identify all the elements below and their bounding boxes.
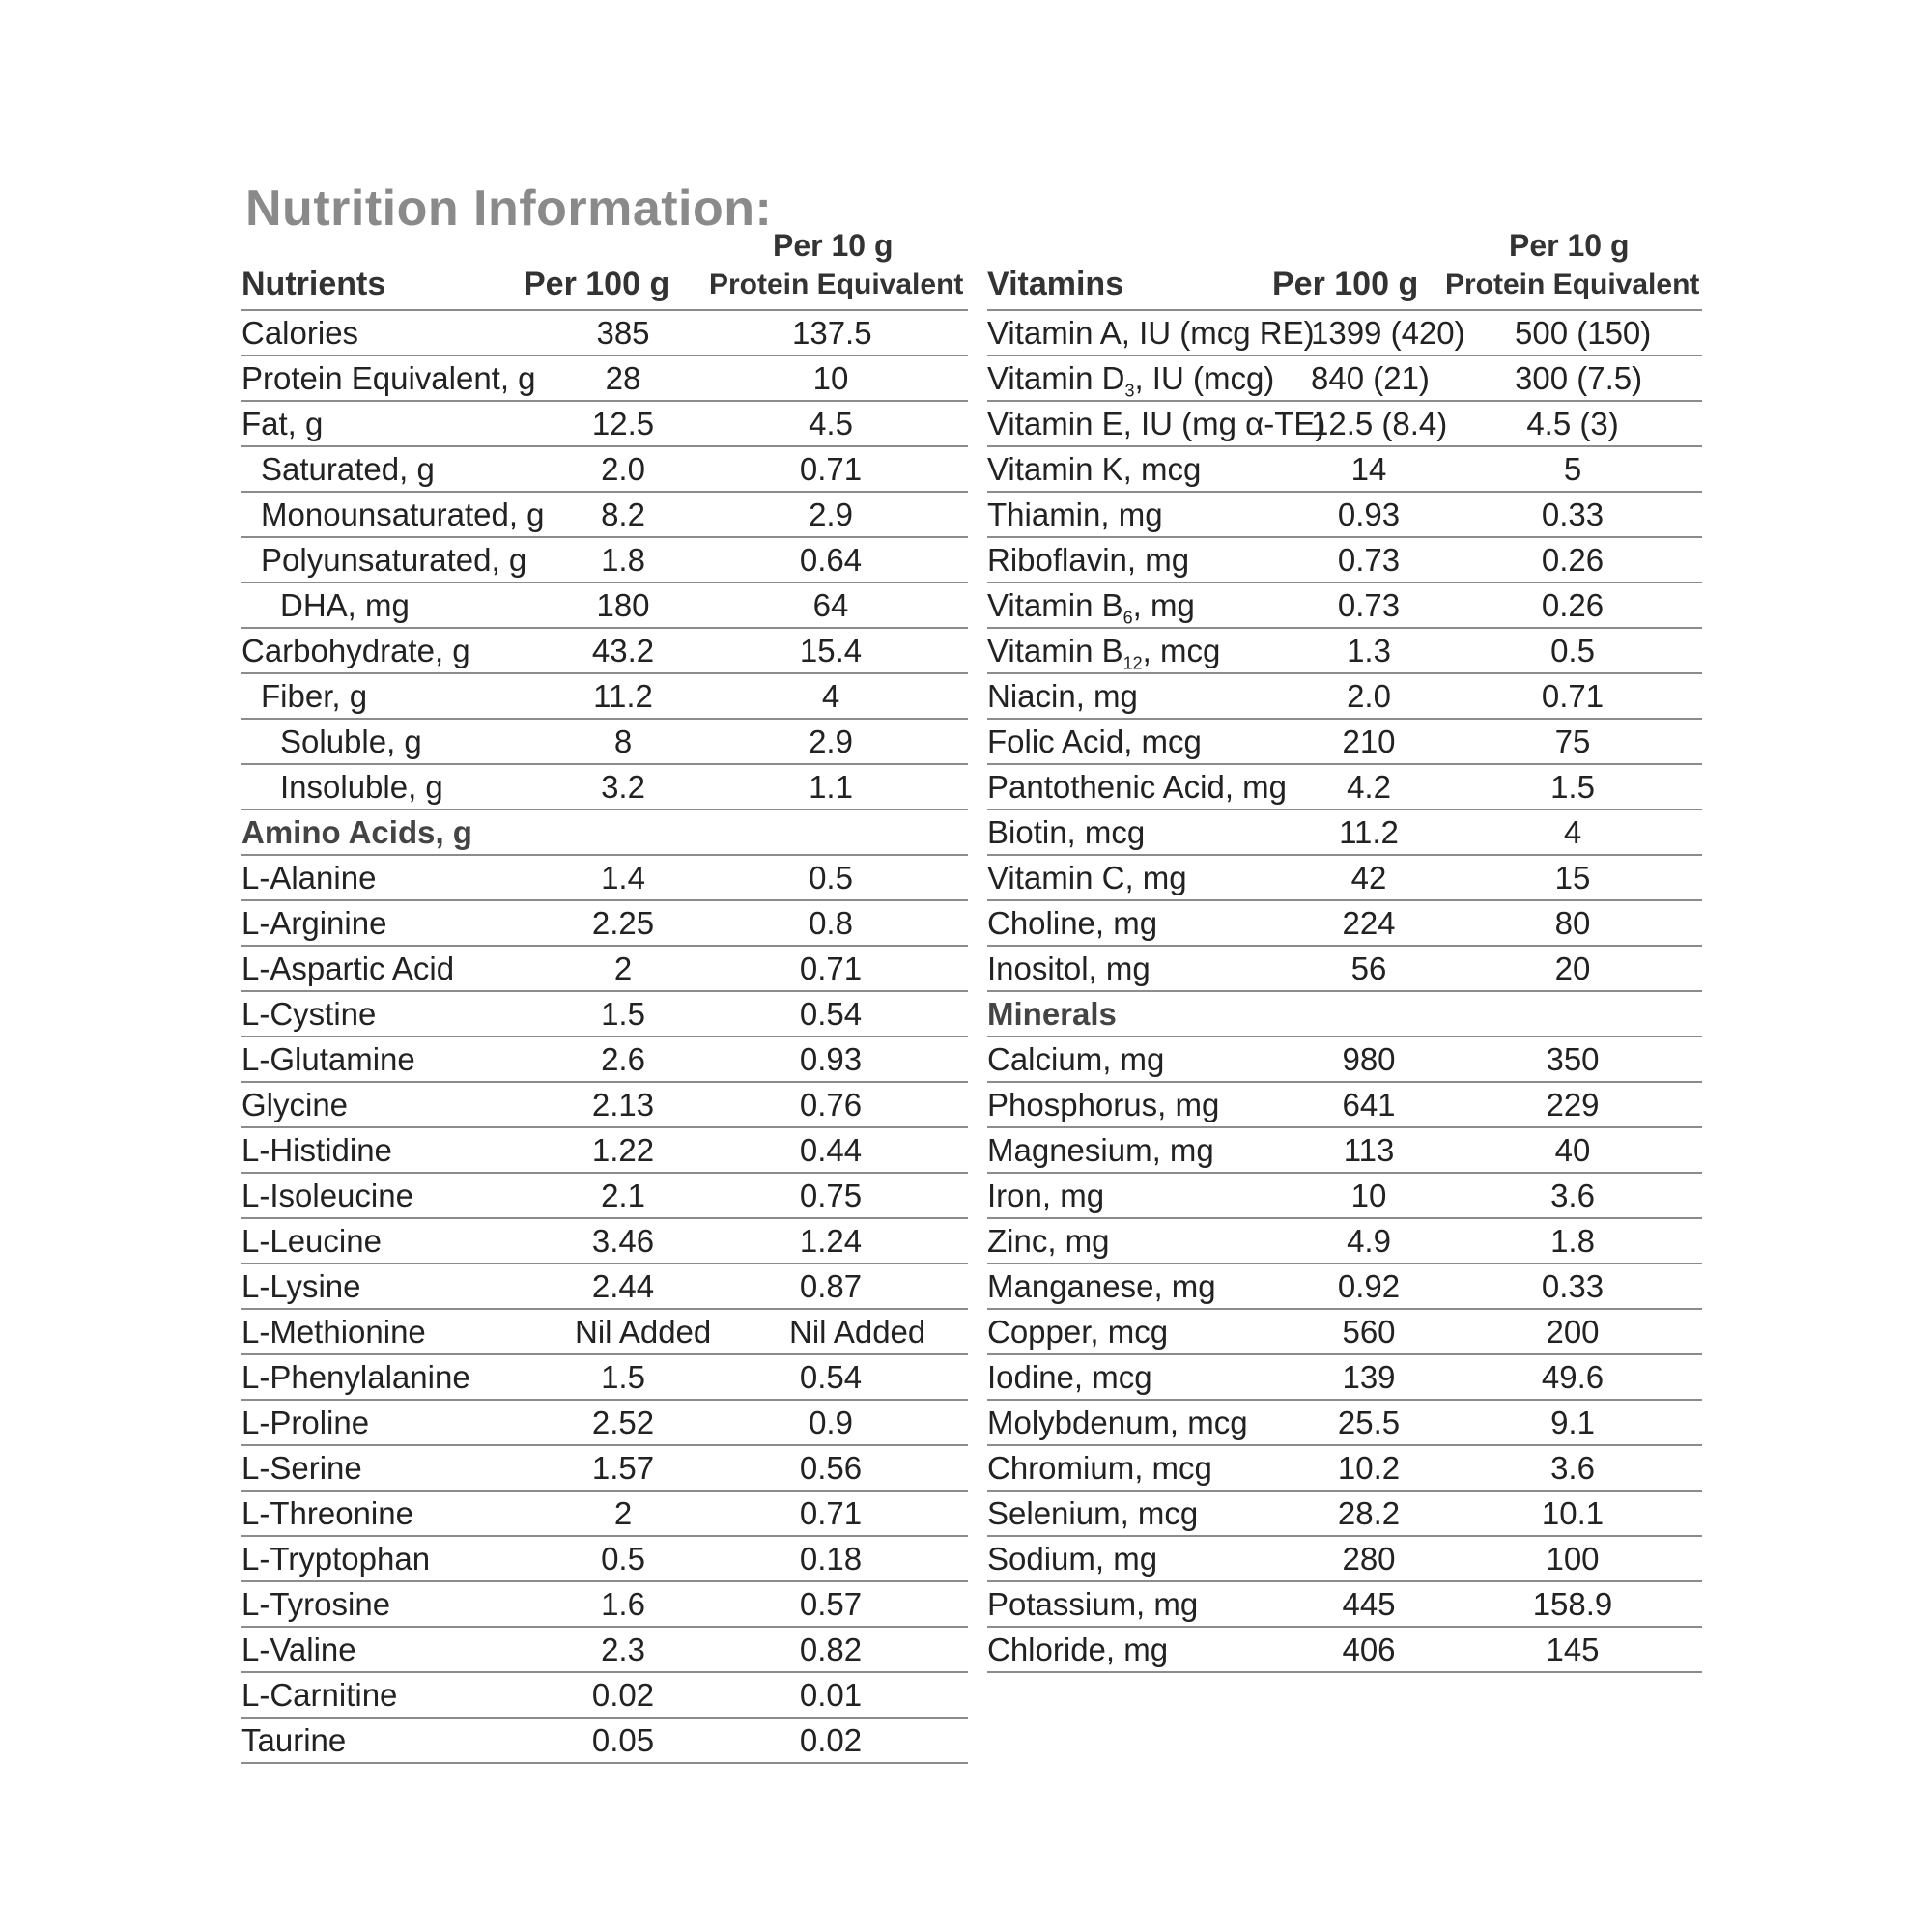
value-per-10g-protein-equivalent: 229 [1546, 1087, 1600, 1122]
value-per-100g: 1.4 [601, 860, 645, 895]
nutrient-name: Soluble, g [280, 724, 422, 759]
value-per-100g: 14 [1350, 451, 1387, 487]
nutrient-name: L-Leucine [242, 1223, 382, 1259]
value-per-10g-protein-equivalent: 145 [1546, 1632, 1600, 1667]
nutrient-name: L-Carnitine [242, 1677, 398, 1713]
value-per-100g: 2.3 [601, 1632, 645, 1667]
value-per-10g-protein-equivalent: 49.6 [1541, 1359, 1605, 1395]
nutrient-name: Chromium, mcg [987, 1450, 1212, 1486]
nutrient-name: Iron, mg [987, 1178, 1105, 1213]
nutrient-name: Fiber, g [261, 678, 368, 714]
table-row [987, 402, 1702, 447]
section-label: Amino Acids, g [242, 814, 472, 850]
table-row [987, 720, 1702, 765]
nutrient-name: Inositol, mg [987, 951, 1151, 986]
nutrients-rows [242, 311, 968, 1764]
value-per-10g-protein-equivalent: 137.5 [792, 315, 872, 351]
value-per-10g-protein-equivalent: 80 [1554, 905, 1591, 941]
value-per-10g-protein-equivalent: 4.5 (3) [1526, 406, 1619, 441]
table-row [242, 1083, 968, 1128]
table-row [987, 674, 1702, 720]
value-per-10g-protein-equivalent: 0.8 [809, 905, 853, 941]
table-row [987, 1037, 1702, 1083]
value-per-10g-protein-equivalent: 20 [1554, 951, 1591, 986]
value-per-100g: 43.2 [591, 633, 655, 668]
nutrient-name: Calories [242, 315, 359, 351]
table-row [242, 856, 968, 901]
vitamins-header-label: Vitamins [987, 266, 1124, 302]
nutrient-name: Protein Equivalent, g [242, 360, 536, 396]
nutrient-name: L-Isoleucine [242, 1178, 413, 1213]
nutrients-per-100g-header: Per 100 g [524, 266, 670, 302]
value-per-10g-protein-equivalent: 0.26 [1541, 542, 1605, 578]
value-per-10g-protein-equivalent: 4 [821, 678, 840, 714]
value-per-100g: 224 [1342, 905, 1396, 941]
table-row [987, 1355, 1702, 1401]
vitamins-protein-equivalent-header: Protein Equivalent [1445, 269, 1700, 300]
nutrient-name: L-Glutamine [242, 1041, 415, 1077]
value-per-10g-protein-equivalent: 4.5 [809, 406, 853, 441]
nutrient-name: L-Histidine [242, 1132, 392, 1168]
value-per-100g: 0.93 [1337, 497, 1401, 532]
value-per-100g: 4.9 [1347, 1223, 1391, 1259]
table-row [242, 1628, 968, 1673]
nutrient-name: L-Cystine [242, 996, 377, 1032]
value-per-10g-protein-equivalent: 1.1 [809, 769, 853, 805]
table-row [987, 1446, 1702, 1492]
table-row [987, 311, 1702, 356]
table-row [987, 1537, 1702, 1582]
nutrient-name: Manganese, mg [987, 1268, 1216, 1304]
value-per-100g: 0.73 [1337, 587, 1401, 623]
value-per-100g: 3.2 [601, 769, 645, 805]
nutrients-table-header [242, 228, 968, 311]
value-per-10g-protein-equivalent: 64 [812, 587, 849, 623]
value-per-100g: 25.5 [1337, 1405, 1401, 1440]
value-per-10g-protein-equivalent: 0.54 [799, 996, 863, 1032]
nutrient-name: Iodine, mcg [987, 1359, 1152, 1395]
value-per-100g: 280 [1342, 1541, 1396, 1577]
nutrient-name: L-Alanine [242, 860, 377, 895]
table-row [242, 765, 968, 810]
vitamins-table-header [987, 228, 1702, 311]
value-per-10g-protein-equivalent: 75 [1554, 724, 1591, 759]
value-per-10g-protein-equivalent: 500 (150) [1515, 315, 1652, 351]
value-per-10g-protein-equivalent: 0.18 [799, 1541, 863, 1577]
vitamins-table [987, 228, 1702, 1673]
value-per-100g: 840 (21) [1311, 360, 1430, 396]
value-per-100g: 12.5 (8.4) [1311, 406, 1448, 441]
table-row [987, 947, 1702, 992]
value-per-100g: 10 [1350, 1178, 1387, 1213]
table-row [242, 447, 968, 493]
value-per-100g: 10.2 [1337, 1450, 1401, 1486]
vitamins-per-100g-header: Per 100 g [1272, 266, 1419, 302]
nutrient-name: Molybdenum, mcg [987, 1405, 1248, 1440]
value-per-100g: 113 [1343, 1132, 1395, 1168]
value-per-100g: 385 [596, 315, 650, 351]
value-per-100g: 2 [613, 1495, 633, 1531]
table-row [242, 356, 968, 402]
value-per-10g-protein-equivalent: 0.02 [799, 1722, 863, 1758]
nutrient-name: L-Arginine [242, 905, 387, 941]
nutrient-name: L-Proline [242, 1405, 370, 1440]
value-per-10g-protein-equivalent: 0.71 [799, 951, 863, 986]
nutrient-name: DHA, mg [280, 587, 410, 623]
value-per-10g-protein-equivalent: 10.1 [1541, 1495, 1605, 1531]
nutrient-name: Folic Acid, mcg [987, 724, 1202, 759]
table-row [987, 1219, 1702, 1264]
value-per-10g-protein-equivalent: 0.44 [799, 1132, 863, 1168]
table-row [987, 1582, 1702, 1628]
value-per-10g-protein-equivalent: 1.8 [1550, 1223, 1595, 1259]
table-row [987, 810, 1702, 856]
section-header-row [242, 810, 968, 856]
value-per-100g: 1.3 [1347, 633, 1391, 668]
value-per-10g-protein-equivalent: 0.56 [799, 1450, 863, 1486]
value-per-100g: 8 [613, 724, 633, 759]
table-row [242, 1264, 968, 1310]
value-per-100g: 12.5 [591, 406, 655, 441]
nutrient-name: L-Tryptophan [242, 1541, 431, 1577]
value-per-10g-protein-equivalent: 0.5 [809, 860, 853, 895]
table-row [242, 1673, 968, 1719]
table-row [987, 447, 1702, 493]
table-row [242, 311, 968, 356]
nutrient-name: Vitamin E, IU (mg α-TE) [987, 406, 1326, 441]
nutrient-name: Polyunsaturated, g [261, 542, 527, 578]
nutrient-name: L-Serine [242, 1450, 362, 1486]
table-row [242, 1219, 968, 1264]
nutrients-header-label: Nutrients [242, 266, 386, 302]
value-per-10g-protein-equivalent: 300 (7.5) [1515, 360, 1643, 396]
table-row [987, 1492, 1702, 1537]
nutrient-name: Phosphorus, mg [987, 1087, 1220, 1122]
vitamins-per-10g-header: Per 10 g [1509, 228, 1630, 263]
value-per-100g: 641 [1342, 1087, 1396, 1122]
table-row [987, 538, 1702, 583]
nutrient-name: Copper, mcg [987, 1314, 1169, 1350]
nutrient-name: Chloride, mg [987, 1632, 1169, 1667]
value-per-100g: 4.2 [1347, 769, 1391, 805]
table-row [242, 1446, 968, 1492]
value-per-10g-protein-equivalent: 0.57 [799, 1586, 863, 1622]
value-per-100g: 11.2 [1339, 814, 1399, 850]
value-per-100g: 2.1 [601, 1178, 645, 1213]
nutrient-name: L-Aspartic Acid [242, 951, 455, 986]
table-row [987, 1264, 1702, 1310]
value-per-10g-protein-equivalent: 10 [812, 360, 849, 396]
value-per-10g-protein-equivalent: 15.4 [799, 633, 863, 668]
value-per-100g: 139 [1342, 1359, 1396, 1395]
table-row [242, 1174, 968, 1219]
value-per-10g-protein-equivalent: 350 [1546, 1041, 1600, 1077]
table-row [987, 583, 1702, 629]
value-per-100g: 56 [1350, 951, 1387, 986]
nutrient-name: Biotin, mcg [987, 814, 1146, 850]
value-per-10g-protein-equivalent: 0.76 [799, 1087, 863, 1122]
value-per-10g-protein-equivalent: 158.9 [1532, 1586, 1613, 1622]
table-row [987, 1310, 1702, 1355]
value-per-100g: 1.8 [601, 542, 645, 578]
value-per-100g: 560 [1342, 1314, 1396, 1350]
value-per-100g: 2.25 [591, 905, 655, 941]
table-row [242, 1037, 968, 1083]
value-per-100g: 1.6 [601, 1586, 645, 1622]
value-per-100g: 0.02 [591, 1677, 655, 1713]
value-per-10g-protein-equivalent: 0.01 [799, 1677, 863, 1713]
value-per-10g-protein-equivalent: 0.54 [799, 1359, 863, 1395]
section-header-row [987, 992, 1702, 1037]
value-per-100g: 0.92 [1337, 1268, 1401, 1304]
table-row [242, 1401, 968, 1446]
value-per-10g-protein-equivalent: 0.5 [1550, 633, 1595, 668]
value-per-10g-protein-equivalent: 3.6 [1550, 1450, 1595, 1486]
value-per-10g-protein-equivalent: 1.5 [1550, 769, 1595, 805]
value-per-100g: 11.2 [593, 678, 653, 714]
value-per-100g: 28.2 [1337, 1495, 1401, 1531]
value-per-100g: 2.44 [591, 1268, 655, 1304]
value-per-100g: 2.0 [1347, 678, 1391, 714]
value-per-10g-protein-equivalent: 0.71 [799, 1495, 863, 1531]
nutrient-name: Niacin, mg [987, 678, 1138, 714]
nutrient-name: Vitamin K, mcg [987, 451, 1202, 487]
value-per-100g: 210 [1342, 724, 1396, 759]
table-row [242, 1537, 968, 1582]
table-row [987, 1128, 1702, 1174]
table-row [987, 765, 1702, 810]
value-per-100g: 2.52 [591, 1405, 655, 1440]
nutrient-name: Pantothenic Acid, mg [987, 769, 1288, 805]
value-per-10g-protein-equivalent: 0.33 [1541, 497, 1605, 532]
nutrient-name: Carbohydrate, g [242, 633, 470, 668]
nutrients-table [242, 228, 968, 1764]
value-per-10g-protein-equivalent: 0.64 [799, 542, 863, 578]
nutrient-name: Saturated, g [261, 451, 435, 487]
value-per-10g-protein-equivalent: 0.71 [799, 451, 863, 487]
value-per-10g-protein-equivalent: 100 [1546, 1541, 1600, 1577]
value-per-100g: 2.0 [601, 451, 645, 487]
table-row [987, 629, 1702, 674]
nutrient-name: Vitamin $B_6$, mg [987, 587, 1195, 628]
value-per-100g: 0.05 [591, 1722, 655, 1758]
table-row [242, 720, 968, 765]
value-per-10g-protein-equivalent: 3.6 [1550, 1178, 1595, 1213]
value-per-10g-protein-equivalent: 0.75 [799, 1178, 863, 1213]
value-per-100g: 2.13 [591, 1087, 655, 1122]
table-row [242, 402, 968, 447]
nutrient-name: Calcium, mg [987, 1041, 1165, 1077]
value-per-10g-protein-equivalent: 200 [1546, 1314, 1600, 1350]
nutrient-name: Vitamin C, mg [987, 860, 1187, 895]
value-per-100g: 1.5 [601, 996, 645, 1032]
nutrient-name: Vitamin A, IU (mcg RE) [987, 315, 1315, 351]
vitamins-rows [987, 311, 1702, 1673]
nutrient-name: Fat, g [242, 406, 324, 441]
table-row [242, 674, 968, 720]
table-row [987, 856, 1702, 901]
value-per-10g-protein-equivalent: 2.9 [809, 497, 853, 532]
nutrient-name: L-Threonine [242, 1495, 413, 1531]
table-row [242, 538, 968, 583]
nutrients-protein-equivalent-header: Protein Equivalent [709, 269, 964, 300]
nutrient-name: L-Methionine [242, 1314, 426, 1350]
value-per-10g-protein-equivalent: 1.24 [799, 1223, 863, 1259]
value-per-100g: 406 [1342, 1632, 1396, 1667]
value-per-10g-protein-equivalent: 0.87 [799, 1268, 863, 1304]
table-row [242, 1128, 968, 1174]
value-per-100g: 0.5 [601, 1541, 645, 1577]
value-per-10g-protein-equivalent: 0.82 [799, 1632, 863, 1667]
page-title: Nutrition Information: [245, 181, 773, 237]
table-row [987, 1628, 1702, 1673]
value-per-100g: 42 [1350, 860, 1387, 895]
value-per-10g-protein-equivalent: 15 [1554, 860, 1591, 895]
value-per-100g: 1.5 [601, 1359, 645, 1395]
table-row [987, 901, 1702, 947]
nutrient-name: Selenium, mcg [987, 1495, 1199, 1531]
table-row [242, 901, 968, 947]
nutrient-name: Insoluble, g [280, 769, 443, 805]
table-row [242, 947, 968, 992]
nutrients-per-10g-header: Per 10 g [773, 228, 894, 263]
value-per-100g: 445 [1342, 1586, 1396, 1622]
value-per-10g-protein-equivalent: 40 [1554, 1132, 1591, 1168]
value-per-100g: 3.46 [591, 1223, 655, 1259]
nutrient-name: Vitamin $D_3$, IU (mcg) [987, 360, 1275, 401]
nutrient-name: L-Lysine [242, 1268, 361, 1304]
nutrient-name: L-Tyrosine [242, 1586, 391, 1622]
table-row [987, 356, 1702, 402]
table-row [987, 1083, 1702, 1128]
table-row [987, 1174, 1702, 1219]
nutrient-name: Choline, mg [987, 905, 1158, 941]
nutrient-name: Riboflavin, mg [987, 542, 1190, 578]
table-row [242, 992, 968, 1037]
nutrient-name: L-Valine [242, 1632, 356, 1667]
table-row [242, 1719, 968, 1764]
value-per-10g-protein-equivalent: 0.26 [1541, 587, 1605, 623]
value-per-100g: 980 [1342, 1041, 1396, 1077]
table-row [242, 1582, 968, 1628]
value-per-10g-protein-equivalent: 2.9 [809, 724, 853, 759]
value-per-100g: 8.2 [601, 497, 645, 532]
table-row [242, 629, 968, 674]
value-per-100g: 28 [605, 360, 641, 396]
value-per-10g-protein-equivalent: 0.93 [799, 1041, 863, 1077]
table-row [987, 493, 1702, 538]
section-label: Minerals [987, 996, 1117, 1032]
table-row: L-Methionine Nil Added Nil Added [242, 1310, 968, 1355]
value-per-100g: 1399 (420) [1311, 315, 1465, 351]
nutrient-name: Potassium, mg [987, 1586, 1199, 1622]
value-per-100g: 1.57 [591, 1450, 655, 1486]
table-row [242, 1355, 968, 1401]
value-per-100g: 180 [596, 587, 650, 623]
nutrient-name: Monounsaturated, g [261, 497, 545, 532]
value-per-10g-protein-equivalent: 0.9 [809, 1405, 853, 1440]
value-per-10g-protein-equivalent: 4 [1563, 814, 1582, 850]
nutrient-name: Vitamin $B_{12}$, mcg [987, 633, 1221, 673]
value-per-10g-protein-equivalent: 0.71 [1541, 678, 1605, 714]
nutrient-name: Thiamin, mg [987, 497, 1163, 532]
table-row [242, 493, 968, 538]
value-per-10g-protein-equivalent: 5 [1563, 451, 1582, 487]
nutrient-name: Sodium, mg [987, 1541, 1158, 1577]
table-row [987, 1401, 1702, 1446]
nutrient-name: Taurine [242, 1722, 347, 1758]
value-per-100g: 1.22 [591, 1132, 655, 1168]
table-row [242, 583, 968, 629]
nutrient-name: Glycine [242, 1087, 349, 1122]
value-per-100g: 2 [613, 951, 633, 986]
nutrient-name: Magnesium, mg [987, 1132, 1214, 1168]
value-per-10g-protein-equivalent: 9.1 [1550, 1405, 1595, 1440]
value-per-100g: 2.6 [601, 1041, 645, 1077]
value-per-10g-protein-equivalent: 0.33 [1541, 1268, 1605, 1304]
nutrient-name: L-Phenylalanine [242, 1359, 470, 1395]
nutrient-name: Zinc, mg [987, 1223, 1110, 1259]
value-per-100g: 0.73 [1337, 542, 1401, 578]
table-row [242, 1492, 968, 1537]
